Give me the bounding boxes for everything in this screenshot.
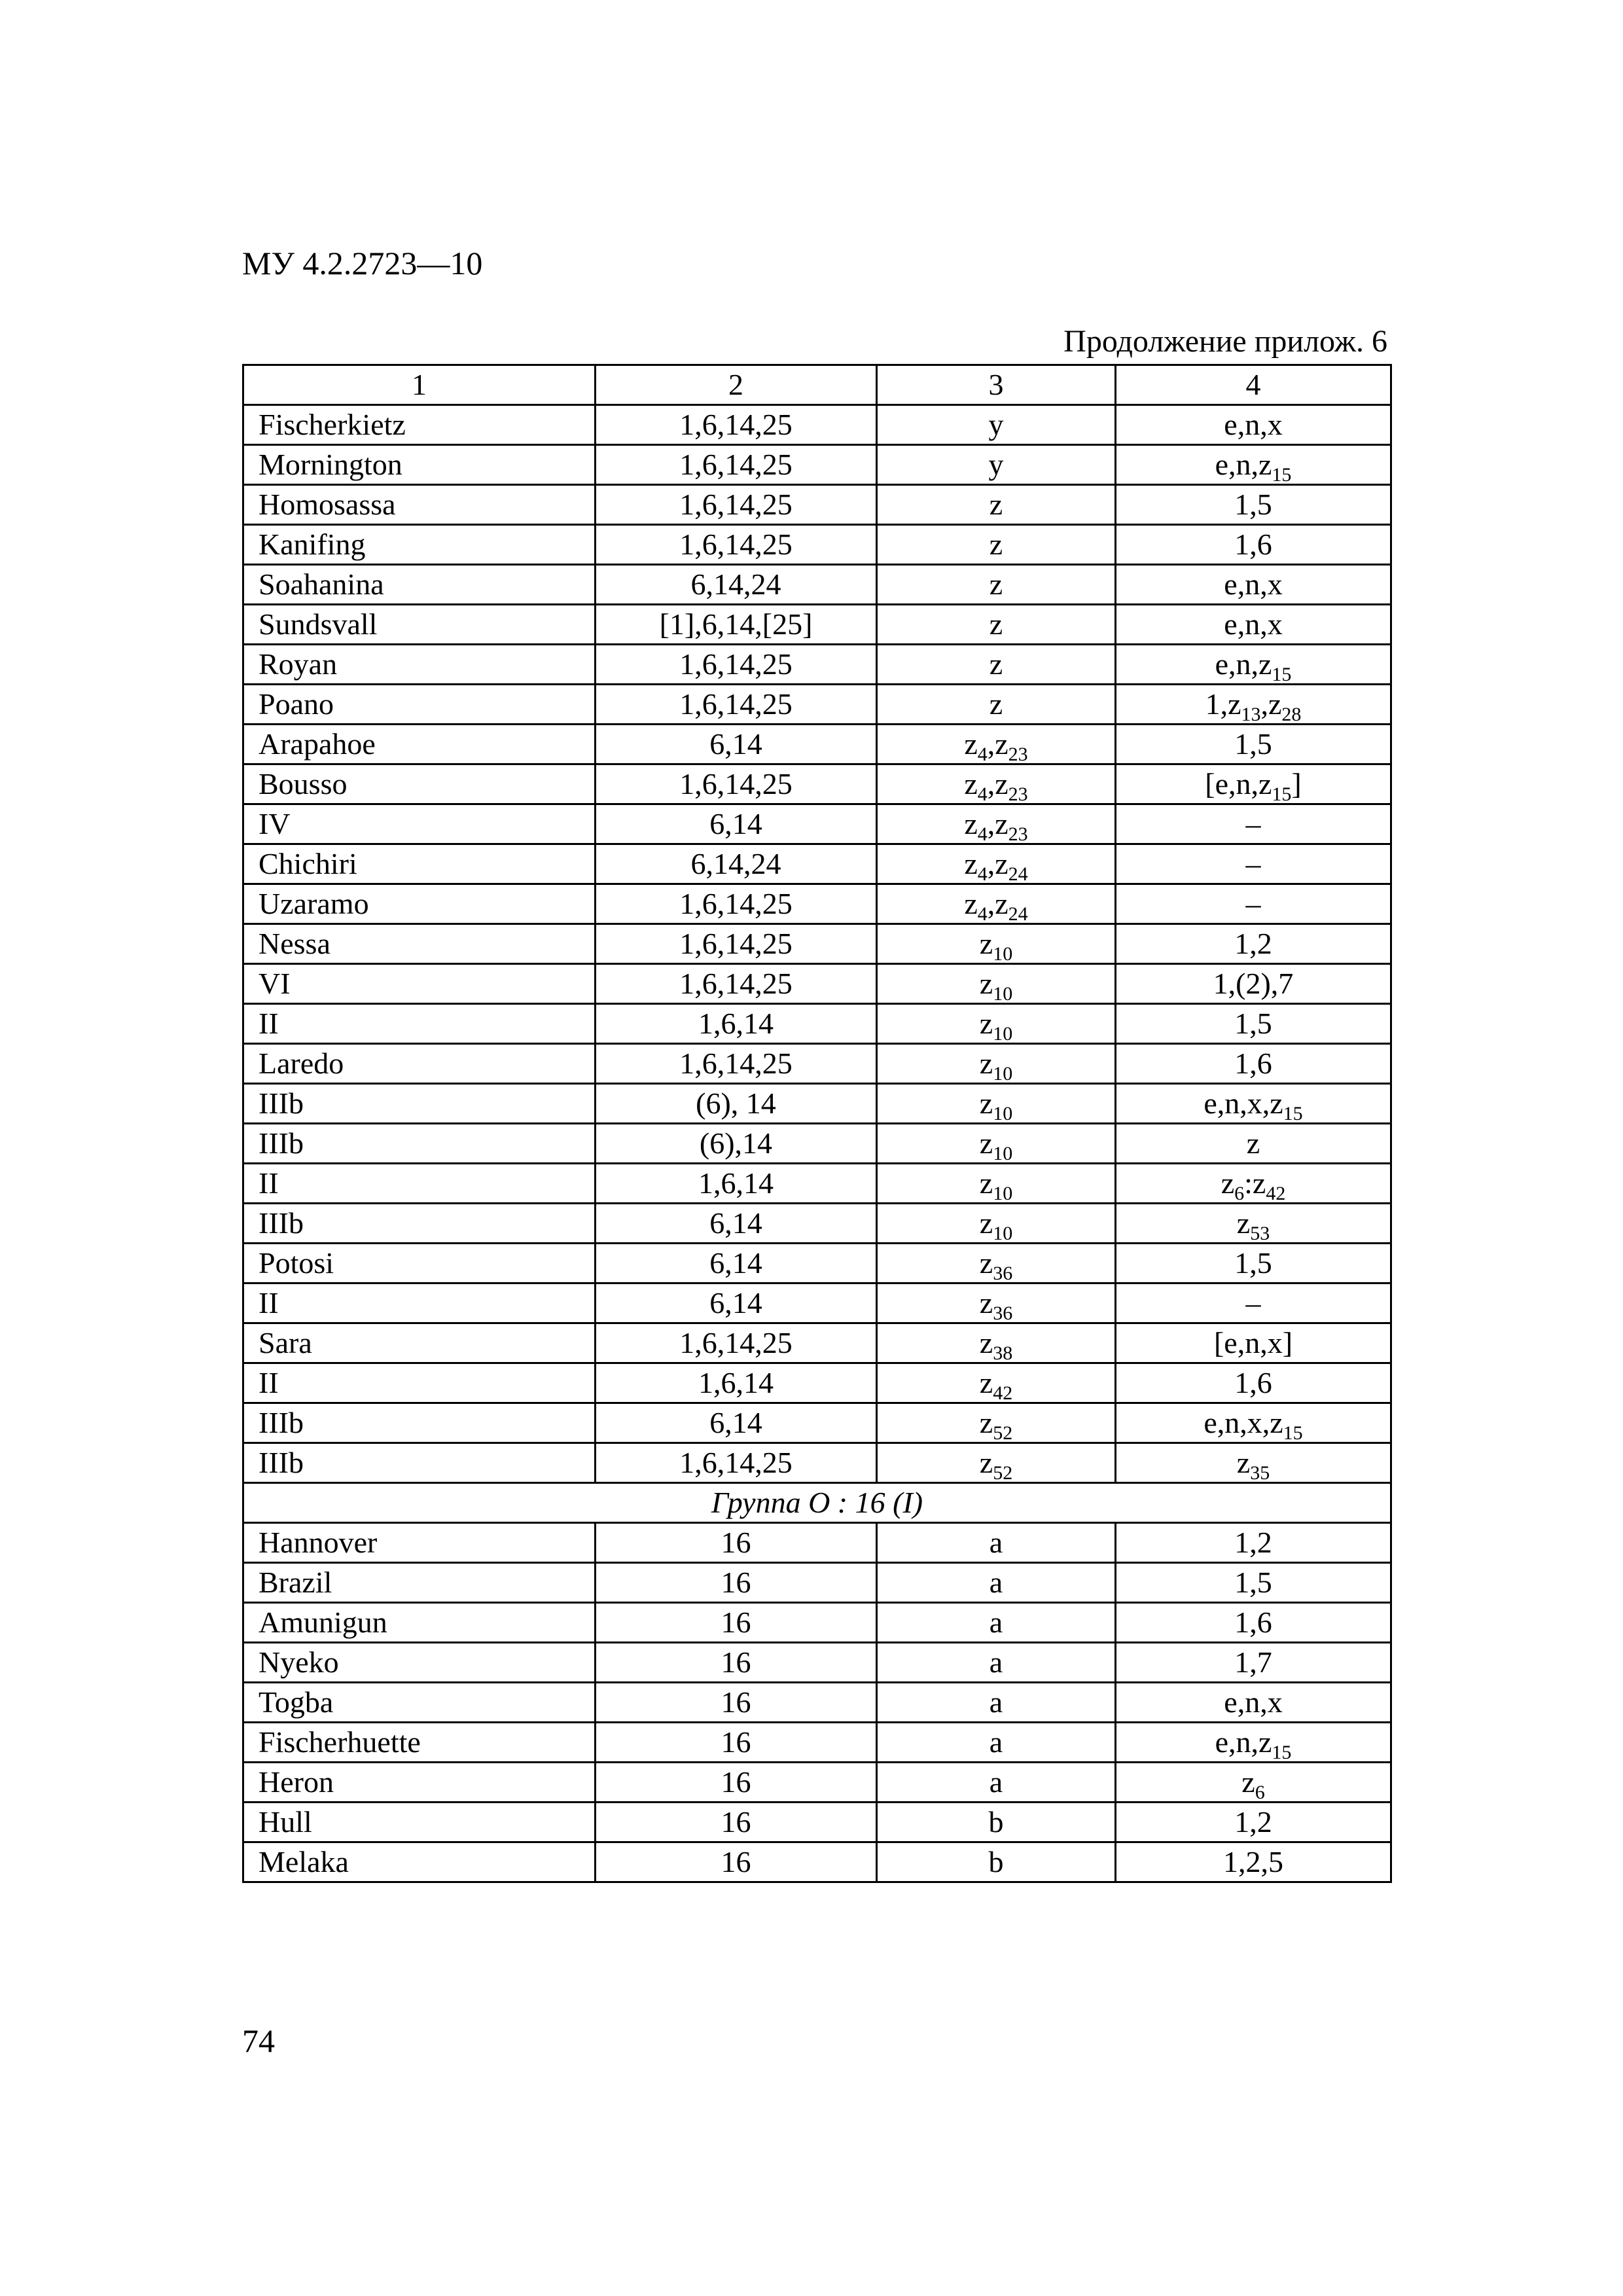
- h-antigen-phase2-cell: 1,5: [1116, 725, 1391, 764]
- serovar-name-cell: Poano: [243, 685, 596, 725]
- h-antigen-phase1-cell: $z_{52}$: [877, 1403, 1116, 1443]
- o-antigen-cell: 1,6,14: [596, 1164, 877, 1204]
- serovar-name-cell: Royan: [243, 645, 596, 685]
- h-antigen-phase1-cell: $z_{10}$: [877, 1004, 1116, 1044]
- table-row: [243, 685, 1391, 725]
- h-antigen-phase2-cell: 1,6: [1116, 1603, 1391, 1643]
- serovar-name-cell: II: [243, 1004, 596, 1044]
- h-antigen-phase2-cell: 1,5: [1116, 1004, 1391, 1044]
- continuation-label: Продолжение прилож. 6: [1063, 324, 1387, 359]
- serovar-name-cell: IIIb: [243, 1124, 596, 1164]
- o-antigen-cell: 1,6,14,25: [596, 884, 877, 924]
- h-antigen-phase1-cell: $z_{10}$: [877, 964, 1116, 1004]
- h-antigen-phase2-cell: 1,2: [1116, 1803, 1391, 1842]
- o-antigen-cell: 16: [596, 1723, 877, 1763]
- h-antigen-phase2-cell: 1,5: [1116, 485, 1391, 525]
- serovar-name-cell: Bousso: [243, 764, 596, 804]
- h-antigen-phase2-cell: 1,5: [1116, 1244, 1391, 1283]
- table-row: [243, 1204, 1391, 1244]
- h-antigen-phase1-cell: z: [877, 565, 1116, 605]
- table-row: [243, 565, 1391, 605]
- serovar-name-cell: Homosassa: [243, 485, 596, 525]
- page-number: 74: [242, 2022, 275, 2059]
- h-antigen-phase2-cell: e,n,x: [1116, 565, 1391, 605]
- o-antigen-cell: 1,6,14,25: [596, 964, 877, 1004]
- table-row: [243, 964, 1391, 1004]
- serovar-name-cell: Chichiri: [243, 844, 596, 884]
- o-antigen-cell: 1,6,14: [596, 1363, 877, 1403]
- table-row: [243, 1084, 1391, 1124]
- o-antigen-cell: 16: [596, 1683, 877, 1723]
- serovar-name-cell: Potosi: [243, 1244, 596, 1283]
- h-antigen-phase2-cell: $z_{53}$: [1116, 1204, 1391, 1244]
- h-antigen-phase2-cell: $e,n,z_{15}$: [1116, 445, 1391, 485]
- o-antigen-cell: 1,6,14,25: [596, 445, 877, 485]
- o-antigen-cell: 6,14: [596, 1283, 877, 1323]
- h-antigen-phase1-cell: $z_{42}$: [877, 1363, 1116, 1403]
- h-antigen-phase1-cell: $z_{52}$: [877, 1443, 1116, 1483]
- serovar-name-cell: Laredo: [243, 1044, 596, 1084]
- h-antigen-phase1-cell: $z_{10}$: [877, 1164, 1116, 1204]
- o-antigen-cell: 16: [596, 1763, 877, 1803]
- serotype-table: [242, 364, 1392, 1883]
- table-row: [243, 405, 1391, 445]
- o-antigen-cell: 16: [596, 1803, 877, 1842]
- h-antigen-phase1-cell: a: [877, 1683, 1116, 1723]
- table-row: [243, 1363, 1391, 1403]
- table-row: [243, 1523, 1391, 1563]
- h-antigen-phase2-cell: 1,6: [1116, 1363, 1391, 1403]
- table-row: [243, 924, 1391, 964]
- h-antigen-phase2-cell: e,n,x: [1116, 605, 1391, 645]
- table-row: [243, 1763, 1391, 1803]
- h-antigen-phase1-cell: a: [877, 1763, 1116, 1803]
- h-antigen-phase2-cell: $z_6:z_{42}$: [1116, 1164, 1391, 1204]
- table-row: [243, 1283, 1391, 1323]
- h-antigen-phase1-cell: $z_4,z_{23}$: [877, 764, 1116, 804]
- h-antigen-phase2-cell: $e,n,z_{15}$: [1116, 1723, 1391, 1763]
- serovar-name-cell: Togba: [243, 1683, 596, 1723]
- h-antigen-phase2-cell: $e,n,x,z_{15}$: [1116, 1403, 1391, 1443]
- h-antigen-phase1-cell: z: [877, 525, 1116, 565]
- table-row: [243, 1164, 1391, 1204]
- serovar-name-cell: IV: [243, 804, 596, 844]
- serovar-name-cell: Fischerhuette: [243, 1723, 596, 1763]
- h-antigen-phase2-cell: –: [1116, 884, 1391, 924]
- h-antigen-phase1-cell: $z_{36}$: [877, 1283, 1116, 1323]
- o-antigen-cell: [1],6,14,[25]: [596, 605, 877, 645]
- serovar-name-cell: II: [243, 1164, 596, 1204]
- serovar-name-cell: II: [243, 1363, 596, 1403]
- h-antigen-phase2-cell: 1,7: [1116, 1643, 1391, 1683]
- h-antigen-phase2-cell: $1,z_{13},z_{28}$: [1116, 685, 1391, 725]
- h-antigen-phase1-cell: a: [877, 1643, 1116, 1683]
- serovar-name-cell: Mornington: [243, 445, 596, 485]
- h-antigen-phase2-cell: e,n,x: [1116, 405, 1391, 445]
- table-row: [243, 1723, 1391, 1763]
- o-antigen-cell: 1,6,14,25: [596, 405, 877, 445]
- h-antigen-phase1-cell: y: [877, 405, 1116, 445]
- table-row: [243, 804, 1391, 844]
- o-antigen-cell: 1,6,14,25: [596, 685, 877, 725]
- h-antigen-phase2-cell: [e,n,x]: [1116, 1323, 1391, 1363]
- h-antigen-phase1-cell: z: [877, 485, 1116, 525]
- table-row: [243, 485, 1391, 525]
- table-row: [243, 645, 1391, 685]
- table-row: [243, 1124, 1391, 1164]
- serovar-name-cell: Sundsvall: [243, 605, 596, 645]
- o-antigen-cell: 6,14: [596, 1403, 877, 1443]
- h-antigen-phase1-cell: $z_{38}$: [877, 1323, 1116, 1363]
- group-heading-row: [243, 1483, 1391, 1523]
- h-antigen-phase1-cell: a: [877, 1603, 1116, 1643]
- o-antigen-cell: 1,6,14,25: [596, 645, 877, 685]
- h-antigen-phase1-cell: a: [877, 1723, 1116, 1763]
- h-antigen-phase2-cell: 1,6: [1116, 525, 1391, 565]
- serovar-name-cell: Sara: [243, 1323, 596, 1363]
- table-row: [243, 764, 1391, 804]
- table-row: [243, 1563, 1391, 1603]
- h-antigen-phase1-cell: $z_{10}$: [877, 1204, 1116, 1244]
- h-antigen-phase1-cell: a: [877, 1523, 1116, 1563]
- serovar-name-cell: Melaka: [243, 1842, 596, 1882]
- h-antigen-phase2-cell: 1,2: [1116, 1523, 1391, 1563]
- table-body: [243, 405, 1391, 1882]
- o-antigen-cell: 1,6,14: [596, 1004, 877, 1044]
- table-row: [243, 1323, 1391, 1363]
- column-header-3: 3: [877, 365, 1116, 405]
- table-row: [243, 525, 1391, 565]
- table-row: [243, 1643, 1391, 1683]
- o-antigen-cell: 1,6,14,25: [596, 924, 877, 964]
- column-header-2: 2: [596, 365, 877, 405]
- h-antigen-phase1-cell: a: [877, 1563, 1116, 1603]
- h-antigen-phase1-cell: $z_4,z_{23}$: [877, 725, 1116, 764]
- h-antigen-phase1-cell: z: [877, 605, 1116, 645]
- table-row: [243, 1244, 1391, 1283]
- h-antigen-phase1-cell: b: [877, 1842, 1116, 1882]
- h-antigen-phase1-cell: $z_{10}$: [877, 1084, 1116, 1124]
- h-antigen-phase1-cell: $z_{10}$: [877, 1044, 1116, 1084]
- h-antigen-phase2-cell: e,n,x: [1116, 1683, 1391, 1723]
- h-antigen-phase2-cell: $z_6$: [1116, 1763, 1391, 1803]
- o-antigen-cell: 6,14: [596, 1204, 877, 1244]
- h-antigen-phase2-cell: $e,n,z_{15}$: [1116, 645, 1391, 685]
- serovar-name-cell: Hannover: [243, 1523, 596, 1563]
- h-antigen-phase2-cell: –: [1116, 804, 1391, 844]
- h-antigen-phase1-cell: $z_4,z_{24}$: [877, 844, 1116, 884]
- serovar-name-cell: Arapahoe: [243, 725, 596, 764]
- serovar-name-cell: IIIb: [243, 1443, 596, 1483]
- serovar-name-cell: IIIb: [243, 1084, 596, 1124]
- table-row: [243, 725, 1391, 764]
- serovar-name-cell: II: [243, 1283, 596, 1323]
- table-header-row: [243, 365, 1391, 405]
- o-antigen-cell: 1,6,14,25: [596, 1044, 877, 1084]
- o-antigen-cell: 1,6,14,25: [596, 1323, 877, 1363]
- serovar-name-cell: Brazil: [243, 1563, 596, 1603]
- h-antigen-phase2-cell: z: [1116, 1124, 1391, 1164]
- o-antigen-cell: (6),14: [596, 1124, 877, 1164]
- h-antigen-phase1-cell: $z_{10}$: [877, 924, 1116, 964]
- h-antigen-phase1-cell: b: [877, 1803, 1116, 1842]
- h-antigen-phase2-cell: $e,n,x,z_{15}$: [1116, 1084, 1391, 1124]
- table-row: [243, 884, 1391, 924]
- o-antigen-cell: 16: [596, 1563, 877, 1603]
- serovar-name-cell: IIIb: [243, 1403, 596, 1443]
- serovar-name-cell: IIIb: [243, 1204, 596, 1244]
- column-header-1: 1: [243, 365, 596, 405]
- h-antigen-phase1-cell: $z_4,z_{24}$: [877, 884, 1116, 924]
- o-antigen-cell: 1,6,14,25: [596, 764, 877, 804]
- o-antigen-cell: 1,6,14,25: [596, 525, 877, 565]
- serovar-name-cell: Uzaramo: [243, 884, 596, 924]
- table-row: [243, 1683, 1391, 1723]
- document-header: МУ 4.2.2723—10: [242, 245, 483, 281]
- o-antigen-cell: 1,6,14,25: [596, 485, 877, 525]
- o-antigen-cell: 16: [596, 1523, 877, 1563]
- o-antigen-cell: 6,14,24: [596, 844, 877, 884]
- group-heading: Группа О : 16 (I): [243, 1483, 1391, 1523]
- o-antigen-cell: 16: [596, 1842, 877, 1882]
- h-antigen-phase2-cell: $[e,n,z_{15}]$: [1116, 764, 1391, 804]
- o-antigen-cell: 6,14: [596, 725, 877, 764]
- table-row: [243, 445, 1391, 485]
- h-antigen-phase2-cell: 1,6: [1116, 1044, 1391, 1084]
- o-antigen-cell: 6,14,24: [596, 565, 877, 605]
- o-antigen-cell: 16: [596, 1643, 877, 1683]
- serovar-name-cell: Kanifing: [243, 525, 596, 565]
- h-antigen-phase2-cell: 1,5: [1116, 1563, 1391, 1603]
- h-antigen-phase1-cell: $z_4,z_{23}$: [877, 804, 1116, 844]
- h-antigen-phase1-cell: y: [877, 445, 1116, 485]
- table-row: [243, 1603, 1391, 1643]
- h-antigen-phase2-cell: 1,2,5: [1116, 1842, 1391, 1882]
- table-row: [243, 1403, 1391, 1443]
- serovar-name-cell: VI: [243, 964, 596, 1004]
- serovar-name-cell: Hull: [243, 1803, 596, 1842]
- h-antigen-phase2-cell: –: [1116, 1283, 1391, 1323]
- h-antigen-phase2-cell: –: [1116, 844, 1391, 884]
- o-antigen-cell: 6,14: [596, 804, 877, 844]
- serovar-name-cell: Fischerkietz: [243, 405, 596, 445]
- table-row: [243, 1443, 1391, 1483]
- o-antigen-cell: 6,14: [596, 1244, 877, 1283]
- table-row: [243, 844, 1391, 884]
- table-row: [243, 1004, 1391, 1044]
- table-row: [243, 605, 1391, 645]
- h-antigen-phase1-cell: $z_{10}$: [877, 1124, 1116, 1164]
- h-antigen-phase2-cell: 1,(2),7: [1116, 964, 1391, 1004]
- column-header-4: 4: [1116, 365, 1391, 405]
- h-antigen-phase1-cell: z: [877, 685, 1116, 725]
- table-row: [243, 1803, 1391, 1842]
- table-row: [243, 1044, 1391, 1084]
- serovar-name-cell: Nyeko: [243, 1643, 596, 1683]
- h-antigen-phase1-cell: $z_{36}$: [877, 1244, 1116, 1283]
- h-antigen-phase1-cell: z: [877, 645, 1116, 685]
- h-antigen-phase2-cell: 1,2: [1116, 924, 1391, 964]
- serovar-name-cell: Heron: [243, 1763, 596, 1803]
- serovar-name-cell: Amunigun: [243, 1603, 596, 1643]
- o-antigen-cell: 16: [596, 1603, 877, 1643]
- serovar-name-cell: Nessa: [243, 924, 596, 964]
- o-antigen-cell: (6), 14: [596, 1084, 877, 1124]
- table-row: [243, 1842, 1391, 1882]
- serovar-name-cell: Soahanina: [243, 565, 596, 605]
- o-antigen-cell: 1,6,14,25: [596, 1443, 877, 1483]
- h-antigen-phase2-cell: $z_{35}$: [1116, 1443, 1391, 1483]
